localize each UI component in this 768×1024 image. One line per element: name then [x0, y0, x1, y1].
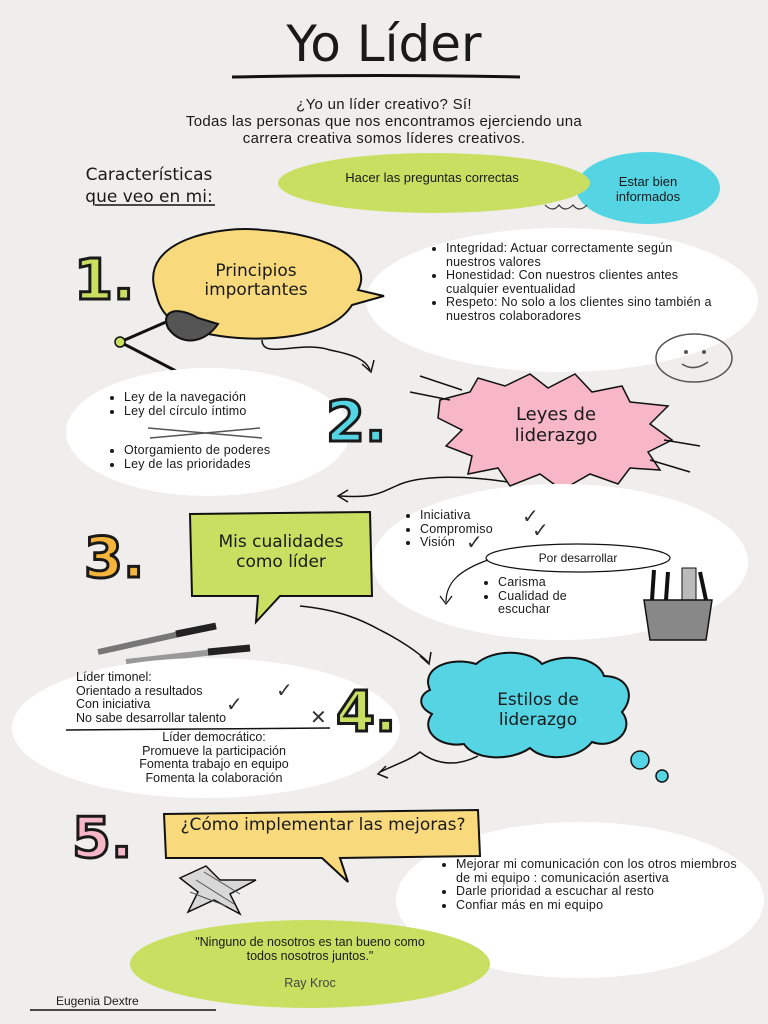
- page-title: Yo Líder: [286, 15, 482, 73]
- intro-text: [84, 96, 684, 147]
- section2-list-top: [106, 391, 326, 418]
- section1-item-3: • Respeto: No solo a los clientes sino también a nuestros colaboradores: [446, 296, 716, 323]
- title-underline: [232, 76, 520, 78]
- characteristics-line-1: Características: [85, 165, 213, 185]
- check-iniciativa2-icon: ✓: [226, 694, 243, 716]
- leader-democratico: [76, 731, 352, 785]
- section3-item-1: • Iniciativa: [420, 509, 562, 523]
- timonel-heading: Líder timonel:: [76, 670, 152, 684]
- section2-item-3: • Otorgamiento de poderes: [124, 444, 306, 458]
- section1-item-1: • Integridad: Actuar correctamente según nuestros valores: [446, 242, 716, 269]
- develop-list: [480, 576, 620, 617]
- arrow-3-to-4: [300, 606, 428, 662]
- check-compromiso-icon: ✓: [532, 520, 549, 542]
- section2-title: Leyes de liderazgo: [514, 404, 598, 446]
- section5-item-2: • Darle prioridad a escuchar al resto: [456, 885, 738, 899]
- section4-number: 4.: [336, 680, 397, 745]
- characteristic-informed: Estar bien informados: [615, 174, 681, 204]
- section5-list: [438, 858, 738, 912]
- section5-item-1: • Mejorar mi comunicación con los otros miembros de mi equipo : comunicación asertiva: [456, 858, 738, 885]
- leader-timonel: [76, 671, 336, 725]
- section2-item-1: • Ley de la navegación: [124, 391, 326, 405]
- section5-item-3: • Confiar más en mi equipo: [456, 899, 738, 913]
- check-iniciativa-icon: ✓: [522, 506, 539, 528]
- arrow-1-to-2: [262, 340, 370, 370]
- democratico-heading: Líder democrático:: [162, 730, 266, 744]
- quote-green-blob: [130, 920, 490, 1008]
- arrow-4-to-5: [380, 752, 478, 772]
- timonel-item-3: No sabe desarrollar talento: [76, 710, 227, 725]
- section1-title: Principios importantes: [204, 261, 308, 300]
- intro-line-3: carrera creativa somos líderes creativos.: [242, 130, 526, 147]
- section1-list: [428, 242, 716, 323]
- section3-title: Mis cualidades como líder: [218, 532, 344, 572]
- develop-label: Por desarrollar: [538, 551, 618, 565]
- intro-line-1: ¿Yo un líder creativo? Sí!: [296, 96, 472, 113]
- timonel-item-2: Con iniciativa: [76, 697, 151, 711]
- section3-number: 3.: [84, 526, 145, 591]
- characteristics-line-2: que veo en mi:: [85, 187, 213, 207]
- timonel-item-1: Orientado a resultados: [76, 683, 203, 698]
- section2-item-4: • Ley de las prioridades: [124, 458, 306, 472]
- section1-number: 1.: [74, 248, 135, 313]
- develop-item-1: • Carisma: [498, 576, 620, 590]
- section2-list-bottom: [106, 444, 306, 471]
- check-vision-icon: ✓: [466, 532, 483, 554]
- section2-number: 2.: [326, 390, 387, 455]
- footer-author: Eugenia Dextre: [56, 994, 139, 1008]
- squiggle-decoration: [545, 205, 587, 209]
- check-resultados-icon: ✓: [276, 680, 293, 702]
- democratico-item-3: Fomenta la colaboración: [145, 770, 283, 785]
- cross-talento-icon: ✕: [310, 707, 327, 729]
- characteristic-questions: Hacer las preguntas correctas: [345, 170, 519, 185]
- characteristics-label: [44, 164, 254, 208]
- section1-item-2: • Honestidad: Con nuestros clientes antes cualquier eventualidad: [446, 269, 716, 296]
- develop-item-2: • Cualidad de escuchar: [498, 590, 620, 617]
- section3-item-2: • Compromiso: [420, 523, 562, 537]
- intro-line-2: Todas las personas que nos encontramos ejerciendo una: [185, 113, 583, 130]
- section3-item-3: • Visión: [420, 536, 562, 550]
- section5-title: ¿Cómo implementar las mejoras?: [180, 815, 466, 835]
- democratico-item-2: Fomenta trabajo en equipo: [139, 757, 289, 771]
- star-icon: [180, 866, 256, 914]
- section5-number: 5.: [72, 806, 133, 871]
- pens-icon: [98, 626, 250, 662]
- quote-author: Ray Kroc: [284, 976, 336, 990]
- section4-title: Estilos de liderazgo: [497, 690, 579, 730]
- democratico-item-1: Promueve la participación: [142, 743, 286, 758]
- section2-item-2: • Ley del círculo íntimo: [124, 405, 326, 419]
- quote-text: "Ninguno de nosotros es tan bueno como todos nosotros juntos.": [195, 935, 425, 963]
